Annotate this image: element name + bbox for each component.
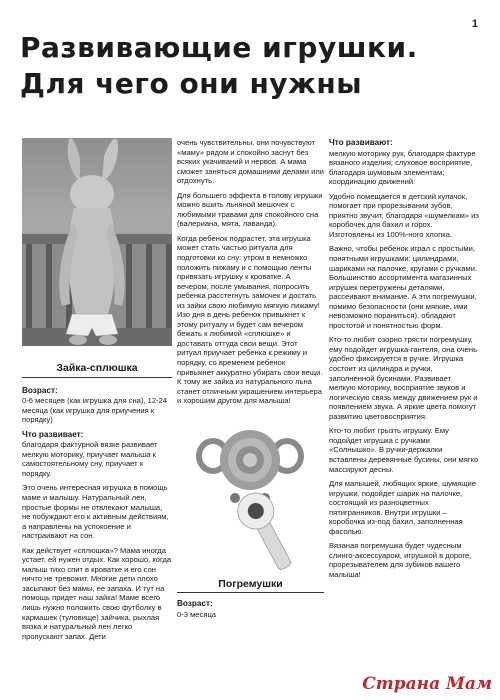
rattles-develops-text: мелкую моторику рук, благодаря фактуре вязаного изделия; слуховое восприятие, благодаря шумовым элементам; координацию движений. [329, 148, 476, 187]
rattles-age-heading: Возраст: [177, 599, 213, 609]
right-column [329, 138, 479, 585]
right-paragraph-1: Удобно помещается в детский кулачок, помогает при прорезывании зубов, приятно звучит, благодаря «шумелкам» из коробочек для бахил и горох. Изготовлены из 100%-ного хлопка. [329, 191, 479, 239]
bunny-illustration [22, 138, 172, 346]
page-number: 1 [471, 18, 478, 30]
right-paragraph-3: Кто-то любит озорно трясти погремушку, ему подойдет игрушка-гантеля, она очень удобно фиксируется в ручке. Игрушка состоит из цилиндра и ручки, заполненной бусинами. Развивает мелкую моторику, восприятие звуков и логическую связь между движением рук и появлением звука. А яркие цвета помогут развитию цветовосприятия. [329, 335, 478, 421]
right-paragraph-2: Важно, чтобы ребенок играл с простыми, понятными игрушками: цилиндрами, шариками на палочке, кругами с ручками. Большинство ассортимента магазинных игрушек перегружены деталями, рассеивают внимание. А эти погремушки, помимо безопасности (они мягкие, ими невозможно пораниться), обладают простотой и понятностью форм. [329, 244, 478, 330]
mid-paragraph-2: Для большего эффекта в голову игрушки можно вшить льняной мешочек с любимыми травами для спокойного сна (валериана, мята, лаванда). [177, 190, 323, 229]
rattles-illustration [177, 416, 324, 576]
left-column [22, 138, 172, 646]
middle-column [177, 138, 324, 624]
rattles-caption: Погремушки [177, 580, 324, 594]
rattles-photo [177, 416, 324, 576]
right-paragraph-6: Вязаная погремушка будет чудесным слинго-аксессуаром, игрушкой в дороге, прорезывателем для зубиков вашего малыша! [329, 541, 472, 579]
bunny-age-heading: Возраст: [22, 385, 58, 395]
bunny-caption: Зайка-сплюшка [22, 364, 172, 378]
bunny-age-text: 0-6 месяцев (как игрушка для сна), 12-24 месяца (как игрушка для приучения к порядку) [22, 396, 168, 425]
bunny-paragraph-2: Как действует «сплюшка»? Мама иногда устает, ей нужен отдых. Как хорошо, когда малыш тихо спит в кроватке и его сон ничто не тревожит. Многие дети плохо засыпают без мамы, ее запаха. И тут на помощь придет наш зайка! Маме всего лишь нужно положить свою футболку в кармашек (туловище) зайчика, рыхлая вязка и натуральный лен легко пропускают запах. Дети [22, 545, 172, 641]
bunny-develops-heading: Что развивает: [22, 429, 84, 439]
site-watermark: Страна Мам [362, 674, 492, 694]
title-line-2: Для чего они нужны [20, 67, 363, 100]
bunny-paragraph-1: Это очень интересная игрушка в помощь маме и малышу. Натуральный лен, простые формы не отвлекают малыша, не побуждают его к активным действиям, а направлены на успокоение и настраивают на сон. [22, 483, 169, 541]
right-paragraph-5: Для малышей, любящих яркие, шумящие игрушки, подойдет шарик на палочке, состоящий из разноцветных пятигранников. Внутри игрушки – коробочка из-под бахил, заполненная фасолью. [329, 479, 476, 536]
bunny-develops-text: благодаря фактурной вязке развивает мелкую моторику, приучает малыша к самостоятельному сну, приучает к порядку. [22, 440, 158, 478]
bunny-toy-photo [22, 138, 172, 346]
title-line-1: Развивающие игрушки. [20, 31, 418, 64]
rattles-develops-heading: Что развивают: [329, 138, 393, 147]
mid-paragraph-1: очень чувствительны, они почувствуют «маму» рядом и спокойно заснут без всяких укачиваний и нервов. А мама сможет заняться домашними делами или отдохнуть. [177, 138, 324, 186]
right-paragraph-4: Кто-то любит грызть игрушку. Ему подойдет игрушка с ручками «Солнышко». В ручки-держалки вставлены деревянные бусины, они мягко массируют десны. [329, 426, 479, 474]
rattles-age-text: 0-3 месяца [177, 609, 217, 619]
mid-paragraph-3: Когда ребенок подрастет, эта игрушка может стать частью ритуала для подготовки ко сну: утром в немножко положить пижаму и с помощью ленты привязать игрушку к кроватке. А вечером, после умывания, попросить ребенка расстегнуть замочек и достать из зайки свою любимую мягкую пижаму! Изо дня в день ребенок привыкнет к этому ритуалу и будет сам вечером бежать к любимой «сплюшке» и доставать оттуда свои вещи. Этот ритуал приучает ребенка к режиму и порядку, со временем ребенок привыкнет аккуратно убирать свои вещи. К тому же зайка из натурального льна станет отличным украшением интерьера и хорошим другом для малыша! [177, 233, 323, 406]
page-title [20, 30, 480, 102]
